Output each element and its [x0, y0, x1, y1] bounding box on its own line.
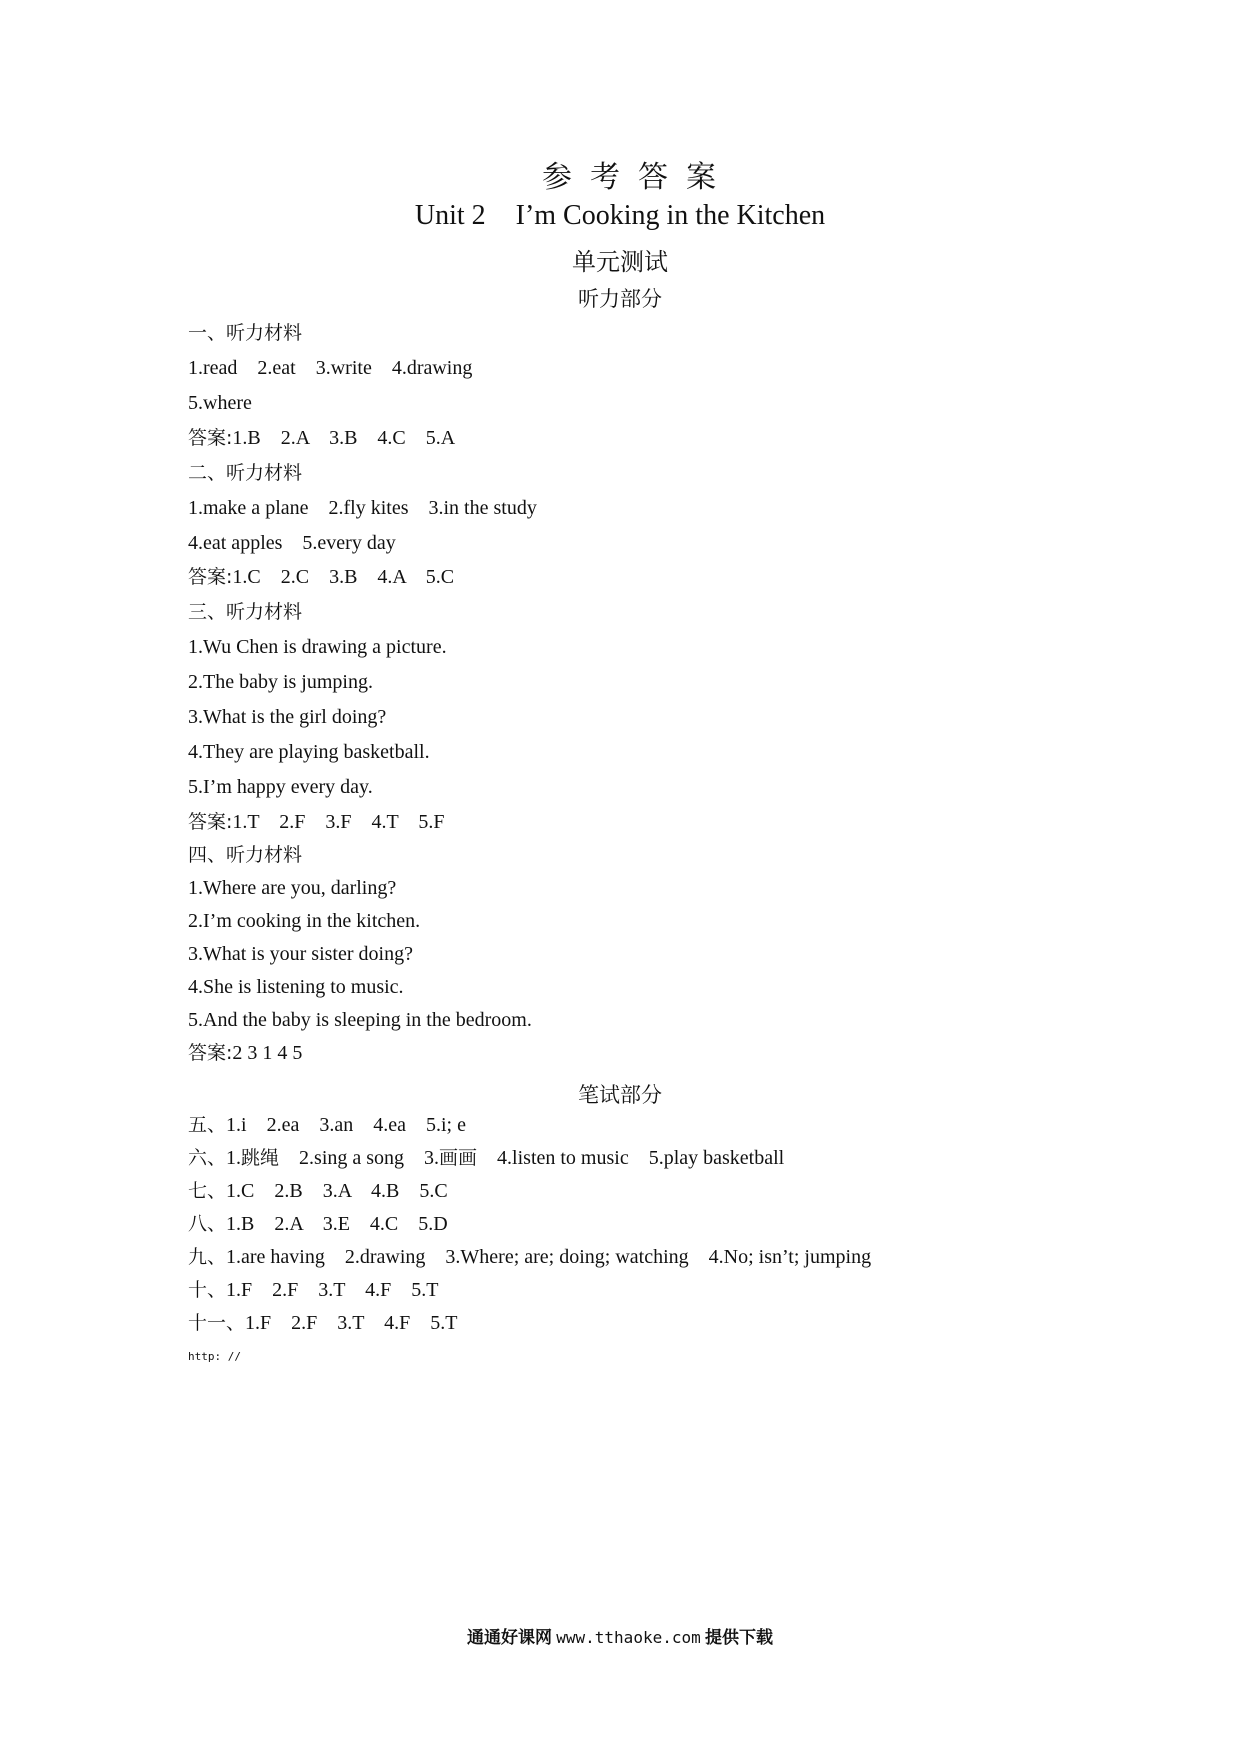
section3-heading: 三、听力材料 — [188, 601, 303, 623]
unit-name: I’m Cooking in the Kitchen — [515, 200, 826, 231]
item-answers: 1.C 2.B 3.A 4.B 5.C — [226, 1180, 448, 1202]
unit-label: Unit 2 — [414, 200, 486, 231]
unit-title — [0, 200, 1240, 232]
writing-item-9 — [188, 1244, 871, 1270]
footer-provide: 提供下载 — [705, 1628, 773, 1648]
item-number: 六、 — [188, 1147, 227, 1169]
writing-item-8 — [188, 1211, 448, 1237]
item-number: 五、 — [188, 1114, 227, 1136]
item-number: 十一、 — [188, 1312, 246, 1334]
section2-line1: 1.make a plane 2.fly kites 3.in the study — [188, 497, 537, 519]
page-title: 参考答案 — [542, 160, 734, 195]
item-answers: 1.i 2.ea 3.an 4.ea 5.i; e — [226, 1114, 466, 1136]
writing-item-7 — [188, 1178, 448, 1204]
writing-label: 笔试部分 — [578, 1083, 662, 1107]
section4-line4: 4.She is listening to music. — [188, 976, 404, 998]
item-number: 八、 — [188, 1213, 227, 1235]
item-answers: 1.are having 2.drawing 3.Where; are; doing; watching 4.No; isn’t; jumping — [226, 1246, 872, 1268]
answer-values: 1.B 2.A 3.B 4.C 5.A — [232, 427, 456, 449]
writing-item-10 — [188, 1277, 438, 1303]
section1-answer — [188, 425, 455, 451]
section4-line1: 1.Where are you, darling? — [188, 877, 397, 899]
item-number: 九、 — [188, 1246, 227, 1268]
writing-item-5 — [188, 1112, 466, 1138]
item-number: 七、 — [188, 1180, 227, 1202]
footer — [0, 1623, 1240, 1648]
item-answer-part: 1. — [226, 1147, 242, 1169]
section2-line2: 4.eat apples 5.every day — [188, 532, 396, 554]
section4-line5: 5.And the baby is sleeping in the bedroom. — [188, 1009, 532, 1031]
section4-line3: 3.What is your sister doing? — [188, 943, 413, 965]
section2-heading: 二、听力材料 — [188, 462, 303, 484]
section3-line1: 1.Wu Chen is drawing a picture. — [188, 636, 447, 658]
footer-site-name: 通通好课网 — [467, 1628, 552, 1648]
item-answers: 1.F 2.F 3.T 4.F 5.T — [226, 1279, 439, 1301]
section4-answer — [188, 1040, 302, 1066]
section1-heading: 一、听力材料 — [188, 322, 303, 344]
footer-site-url[interactable]: www.tthaoke.com — [556, 1628, 701, 1647]
writing-item-11 — [188, 1310, 457, 1336]
answer-values: 1.T 2.F 3.F 4.T 5.F — [232, 811, 445, 833]
url-text: http: // — [188, 1350, 241, 1363]
writing-item-6 — [188, 1145, 784, 1171]
answer-values: 1.C 2.C 3.B 4.A 5.C — [232, 566, 455, 588]
item-number: 十、 — [188, 1279, 227, 1301]
section2-answer — [188, 564, 454, 590]
section4-heading: 四、听力材料 — [188, 844, 303, 866]
test-label: 单元测试 — [572, 248, 668, 276]
section3-answer — [188, 809, 445, 835]
item-answer-cn: 画画 — [439, 1147, 478, 1169]
section3-line4: 4.They are playing basketball. — [188, 741, 430, 763]
answer-values: 2 3 1 4 5 — [232, 1042, 303, 1064]
section3-line5: 5.I’m happy every day. — [188, 776, 373, 798]
item-answers: 1.B 2.A 3.E 4.C 5.D — [226, 1213, 448, 1235]
section3-line2: 2.The baby is jumping. — [188, 671, 373, 693]
item-answer-part: 4.listen to music 5.play basketball — [477, 1147, 785, 1169]
item-answer-part: 2.sing a song 3. — [279, 1147, 440, 1169]
item-answers: 1.F 2.F 3.T 4.F 5.T — [245, 1312, 458, 1334]
section3-line3: 3.What is the girl doing? — [188, 706, 387, 728]
answer-prefix: 答案: — [188, 811, 233, 833]
section4-line2: 2.I’m cooking in the kitchen. — [188, 910, 421, 932]
section1-line2: 5.where — [188, 392, 252, 414]
section1-line1: 1.read 2.eat 3.write 4.drawing — [188, 357, 473, 379]
listening-label: 听力部分 — [578, 287, 662, 311]
answer-prefix: 答案: — [188, 427, 233, 449]
answer-prefix: 答案: — [188, 566, 233, 588]
item-answer-cn: 跳绳 — [241, 1147, 280, 1169]
answer-prefix: 答案: — [188, 1042, 233, 1064]
